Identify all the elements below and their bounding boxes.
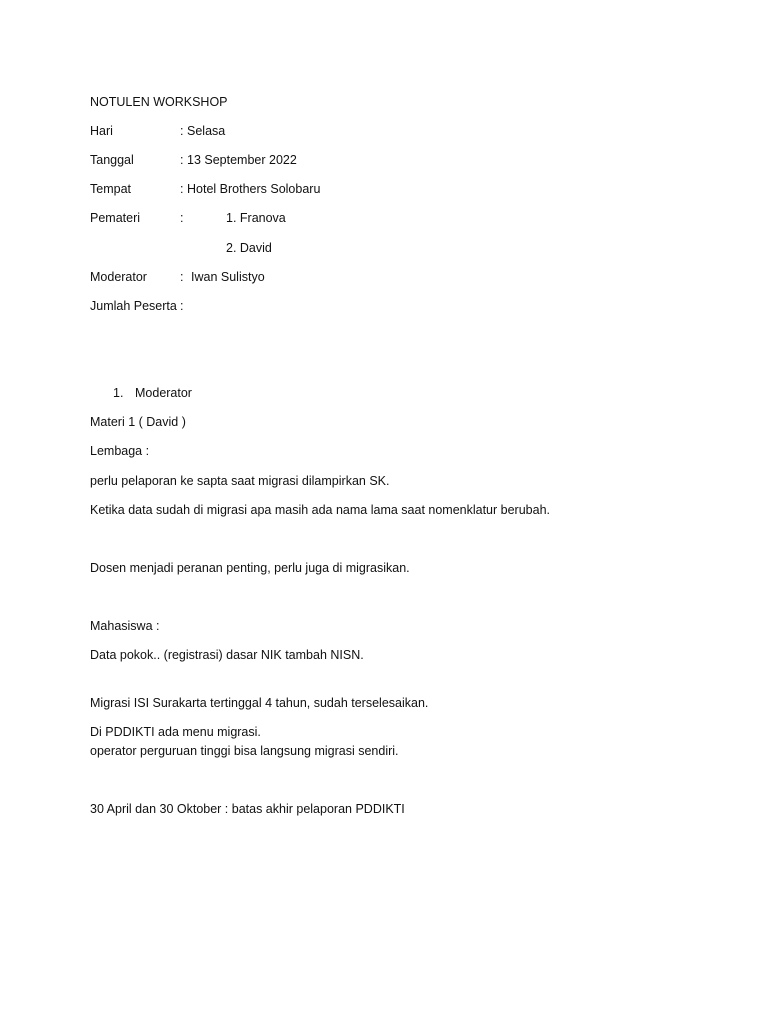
paragraph-3: Dosen menjadi peranan penting, perlu juga di migrasikan.: [90, 561, 410, 575]
section-number: 1.: [113, 386, 124, 400]
field-jumlah-peserta-label: Jumlah Peserta: [90, 299, 177, 313]
field-moderator-value: Iwan Sulistyo: [191, 270, 265, 284]
field-pemateri-colon: :: [180, 211, 184, 225]
paragraph-7: operator perguruan tinggi bisa langsung migrasi sendiri.: [90, 744, 399, 758]
field-tanggal-colon: :: [180, 153, 184, 167]
field-tanggal-value: 13 September 2022: [187, 153, 297, 167]
mahasiswa-label: Mahasiswa :: [90, 619, 160, 633]
materi-line: Materi 1 ( David ): [90, 415, 186, 429]
field-pemateri-label: Pemateri: [90, 211, 141, 225]
field-hari-colon: :: [180, 124, 184, 138]
pemateri-item-1: 1. Franova: [226, 211, 286, 225]
paragraph-2: Ketika data sudah di migrasi apa masih ada nama lama saat nomenklatur berubah.: [90, 503, 550, 517]
field-tempat-value: Hotel Brothers Solobaru: [187, 182, 321, 196]
field-tempat-colon: :: [180, 182, 184, 196]
field-hari-label: Hari: [90, 124, 113, 138]
lembaga-label: Lembaga :: [90, 444, 150, 458]
section-title: Moderator: [135, 386, 192, 400]
paragraph-1: perlu pelaporan ke sapta saat migrasi dilampirkan SK.: [90, 474, 390, 488]
paragraph-8: 30 April dan 30 Oktober : batas akhir pelaporan PDDIKTI: [90, 802, 405, 816]
pemateri-item-2: 2. David: [226, 241, 272, 255]
paragraph-5: Migrasi ISI Surakarta tertinggal 4 tahun, sudah terselesaikan.: [90, 696, 429, 710]
paragraph-6: Di PDDIKTI ada menu migrasi.: [90, 725, 261, 739]
field-hari-value: Selasa: [187, 124, 226, 138]
field-moderator-label: Moderator: [90, 270, 147, 284]
field-tanggal-label: Tanggal: [90, 153, 134, 167]
field-tempat-label: Tempat: [90, 182, 131, 196]
field-jumlah-peserta-colon: :: [180, 299, 184, 313]
field-moderator-colon: :: [180, 270, 184, 284]
paragraph-4: Data pokok.. (registrasi) dasar NIK tambah NISN.: [90, 648, 364, 662]
document-title: NOTULEN WORKSHOP: [90, 95, 228, 109]
